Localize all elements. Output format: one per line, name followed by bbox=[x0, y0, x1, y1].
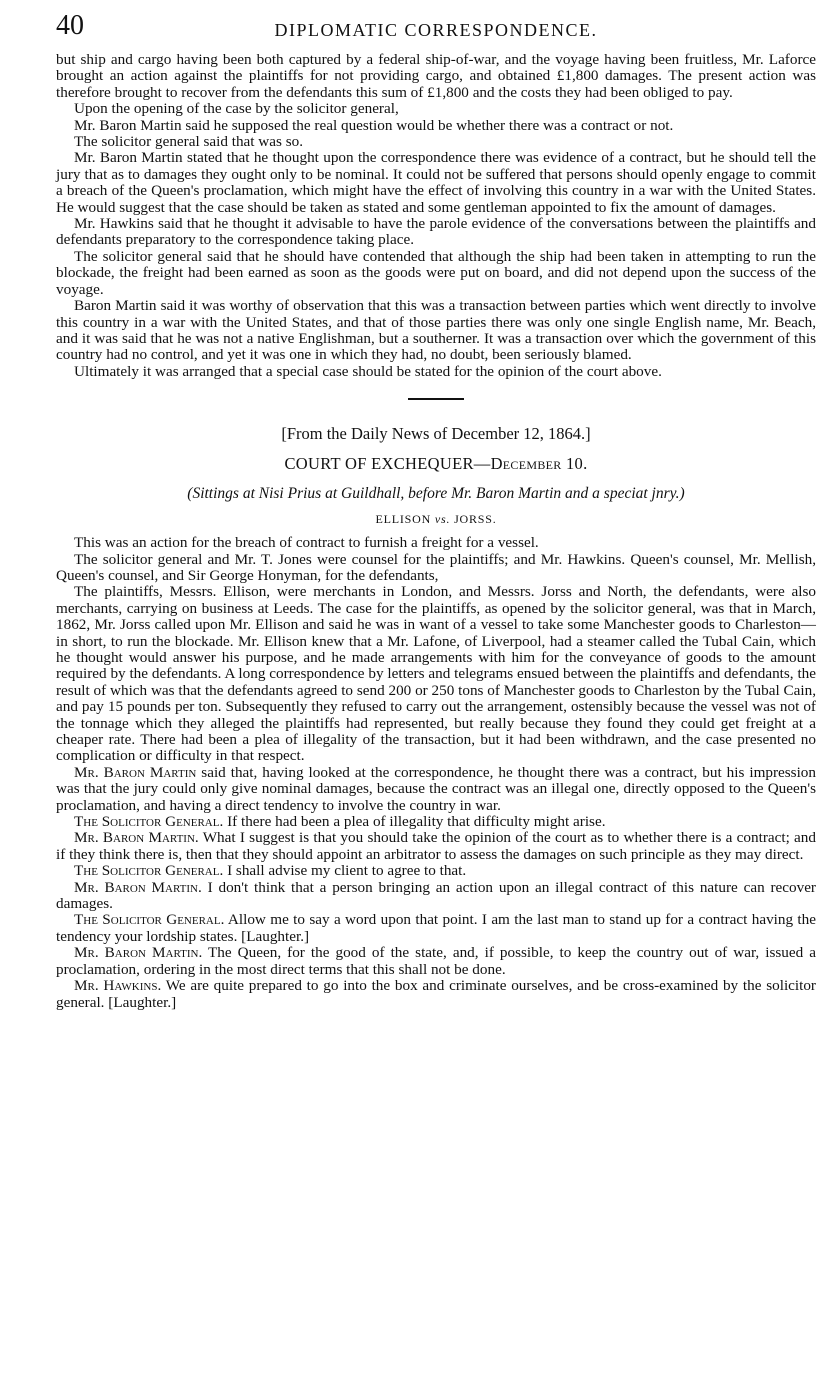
dialogue-paragraph bbox=[56, 814, 816, 830]
paragraph: but ship and cargo having been both captured by a federal ship-of-war, and the voyage having been fruitless, Mr. Laforce brought an action against the plaintiffs for not providing cargo, and obtained £1,800 damages. The present action was therefore brought to recover from the defendants this sum of £1,800 and the costs they had been obliged to pay. bbox=[56, 51, 816, 101]
case-vs: vs. bbox=[434, 512, 451, 527]
dialogue-paragraph bbox=[56, 945, 816, 978]
speaker-name: The Solicitor General. bbox=[74, 813, 224, 831]
speech-text: We are quite prepared to go into the box and criminate ourselves, and be cross-examined by the solicitor general. [Laughter.] bbox=[56, 977, 816, 1011]
paragraph: Ultimately it was arranged that a special case should be stated for the opinion of the court above. bbox=[74, 362, 662, 380]
court-date: December 10. bbox=[490, 454, 588, 474]
paragraph: The solicitor general said that was so. bbox=[74, 133, 304, 151]
speech-text: If there had been a plea of illegality that difficulty might arise. bbox=[223, 813, 606, 831]
speech-text: I shall advise my client to agree to that. bbox=[223, 862, 467, 880]
speech-text: What I suggest is that you should take the opinion of the court as to whether there is a contract; and if they think there is, then that they should appoint an arbitrator to assess the damages on such principle as they may direct. bbox=[56, 829, 816, 863]
dialogue-paragraph bbox=[56, 978, 816, 1011]
paragraph: This was an action for the breach of contract to furnish a freight for a vessel. bbox=[74, 534, 539, 552]
dialogue-paragraph bbox=[56, 863, 816, 879]
page-number: 40 bbox=[56, 10, 84, 41]
speaker-name: Mr. Baron Martin. bbox=[74, 878, 202, 896]
speech-text: I don't think that a person bringing an action upon an illegal contract of this nature can recover damages. bbox=[56, 878, 816, 913]
speaker-name: Mr. Baron Martin bbox=[74, 763, 197, 781]
speaker-name: Mr. Baron Martin. bbox=[74, 944, 203, 962]
court-heading bbox=[56, 454, 816, 474]
paragraph: The solicitor general and Mr. T. Jones were counsel for the plaintiffs; and Mr. Hawkins. Queen's counsel, Mr. Mellish, Queen's counsel, and Sir George Honyman, for the defendants, bbox=[56, 550, 816, 584]
dialogue-paragraph bbox=[56, 765, 816, 814]
paragraph: Mr. Hawkins said that he thought it advisable to have the parole evidence of the conversations between the plaintiffs and defendants preparatory to the correspondence taking place. bbox=[56, 215, 816, 249]
section-first-case bbox=[56, 52, 816, 380]
paragraph: Mr. Baron Martin stated that he thought upon the correspondence there was evidence of a contract, but he should tell the jury that as to damages they ought only to be nominal. It could not be suffered that persons should openly engage to commit a breach of the Queen's proclamation, which might have the effect of involving this country in a war with the United States. He would suggest that the case should be taken as stated and some gentleman appointed to fix the amount of damages. bbox=[56, 149, 816, 216]
page-header bbox=[56, 8, 816, 52]
case-defendant: JORSS. bbox=[454, 512, 497, 527]
speech-text: said that, having looked at the correspondence, he thought there was a contract, but his impression was that the jury could only give nominal damages, because the contract was an illegal one, directly opposed to the Queen's proclamation, and having a direct tendency to involve the country in war. bbox=[56, 763, 816, 814]
section-ellison-vs-jorss bbox=[56, 424, 816, 1011]
dialogue-paragraph bbox=[56, 830, 816, 863]
paragraph: Baron Martin said it was worthy of observation that this was a transaction between parties which went directly to involve this country in a war with the United States, and that of those parties there was only one single English name, Mr. Beach, and it was said that he was not a native Englishman, but a southerner. It was a transaction over which the government of this country had no control, and yet it was one in which they had, no doubt, been seriously blamed. bbox=[56, 297, 816, 364]
source-citation: [From the Daily News of December 12, 1864.] bbox=[281, 424, 591, 444]
running-head: DIPLOMATIC CORRESPONDENCE. bbox=[274, 20, 598, 40]
speech-text: The Queen, for the good of the state, and, if possible, to keep the country out of war, issued a proclamation, ordering in the most direct terms that this shall not be done. bbox=[56, 944, 816, 978]
speaker-name: Mr. Baron Martin. bbox=[74, 829, 199, 847]
case-title bbox=[56, 512, 816, 527]
court-name: COURT OF EXCHEQUER— bbox=[284, 454, 491, 474]
paragraph: The solicitor general said that he should have contended that although the ship had been taken in attempting to run the blockade, the freight had been earned as soon as the goods were put on board, and did not depend upon the success of the voyage. bbox=[56, 247, 816, 298]
sittings-note: (Sittings at Nisi Prius at Guildhall, before Mr. Baron Martin and a speciat jnry.) bbox=[187, 485, 685, 503]
dialogue-paragraph bbox=[56, 912, 816, 945]
speech-text: Allow me to say a word upon that point. I am the last man to stand up for a contract having the tendency your lordship states. [Laughter.] bbox=[56, 911, 816, 945]
dialogue-paragraph bbox=[56, 880, 816, 913]
speaker-name: Mr. Hawkins. bbox=[74, 977, 162, 995]
paragraph: Mr. Baron Martin said he supposed the real question would be whether there was a contract or not. bbox=[74, 116, 674, 134]
section-divider bbox=[408, 398, 464, 400]
case-plaintiff: ELLISON bbox=[375, 512, 432, 527]
speaker-name: The Solicitor General. bbox=[74, 911, 225, 929]
paragraph: The plaintiffs, Messrs. Ellison, were merchants in London, and Messrs. Jorss and North, the defendants, were also merchants, carrying on business at Leeds. The case for the plaintiffs, as opened by the solicitor general, was that in March, 1862, Mr. Jorss called upon Mr. Ellison and said he was in want of a vessel to take some Manchester goods to Charleston—in short, to run the blockade. Mr. Ellison knew that a Mr. Lafone, of Liverpool, had a steamer called the Tubal Cain, which he thought would answer his purpose, and he made arrangements with him for the conveyance of goods to the amount required by the defendants. A long correspondence by letters and telegrams ensued between the plaintiffs and defendants, the result of which was that the defendants agreed to send 200 or 250 tons of Manchester goods to Charleston by the Tubal Cain, and pay 15 pounds per ton. Subsequently they refused to carry out the arrangement, ostensibly because the vessel was not of the tonnage which they alleged the plaintiffs had represented, but really because they found they could get freight at a cheaper rate. There had been a plea of illegality of the transaction, but it had been withdrawn, and the case presented no complication or difficulty in that respect. bbox=[56, 583, 816, 765]
speaker-name: The Solicitor General. bbox=[74, 862, 224, 880]
paragraph: Upon the opening of the case by the solicitor general, bbox=[74, 100, 399, 118]
